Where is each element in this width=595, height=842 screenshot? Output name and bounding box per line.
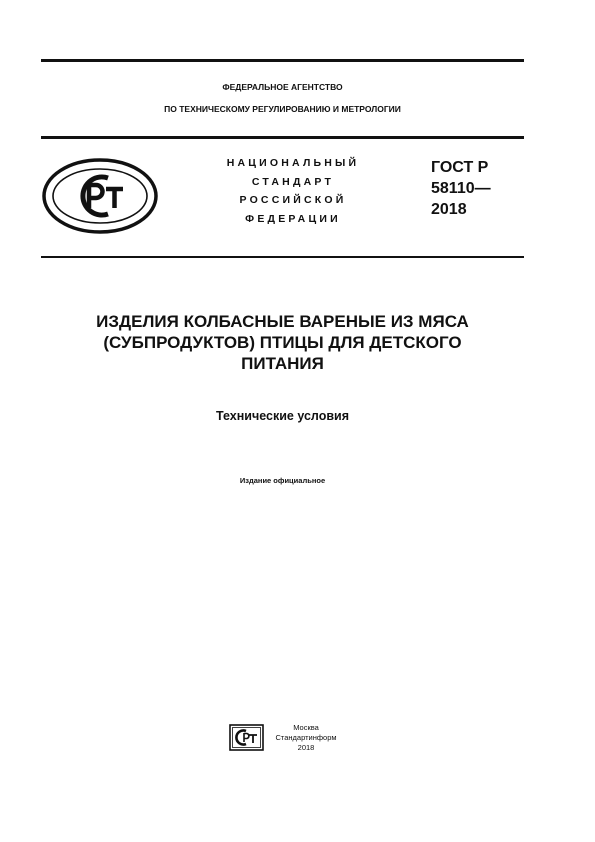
agency-line-2: ПО ТЕХНИЧЕСКОМУ РЕГУЛИРОВАНИЮ И МЕТРОЛОГИИ — [164, 104, 401, 114]
top-rule — [41, 59, 524, 62]
document-title — [41, 311, 524, 374]
header-rule — [41, 136, 524, 139]
national-standard-label — [205, 154, 381, 228]
publisher-imprint — [264, 723, 348, 753]
rst-certification-mark-icon — [41, 158, 159, 234]
block-rule — [41, 256, 524, 258]
national-line-1: НАЦИОНАЛЬНЫЙ — [226, 157, 360, 169]
standartinform-logo-icon — [229, 724, 264, 751]
agency-line-1: ФЕДЕРАЛЬНОЕ АГЕНТСТВО — [222, 82, 343, 92]
gost-line-3: 2018 — [431, 201, 467, 218]
publisher-year: 2018 — [297, 743, 315, 752]
publisher-city: Москва — [293, 723, 319, 732]
title-line-3: ПИТАНИЯ — [241, 354, 324, 373]
gost-line-1: ГОСТ Р — [431, 159, 489, 176]
national-line-2: СТАНДАРТ — [251, 175, 335, 188]
publisher-name: Стандартинформ — [275, 733, 337, 742]
national-line-4: ФЕДЕРАЦИИ — [245, 212, 341, 225]
national-line-3: РОССИЙСКОЙ — [239, 194, 347, 206]
edition-note: Издание официальное — [239, 476, 326, 485]
title-line-2: (СУБПРОДУКТОВ) ПТИЦЫ ДЛЯ ДЕТСКОГО — [103, 333, 462, 352]
document-subtitle: Технические условия — [215, 409, 349, 423]
gost-designation — [431, 157, 491, 220]
gost-line-2: 58110— — [431, 180, 491, 197]
title-line-1: ИЗДЕЛИЯ КОЛБАСНЫЕ ВАРЕНЫЕ ИЗ МЯСА — [96, 312, 469, 331]
